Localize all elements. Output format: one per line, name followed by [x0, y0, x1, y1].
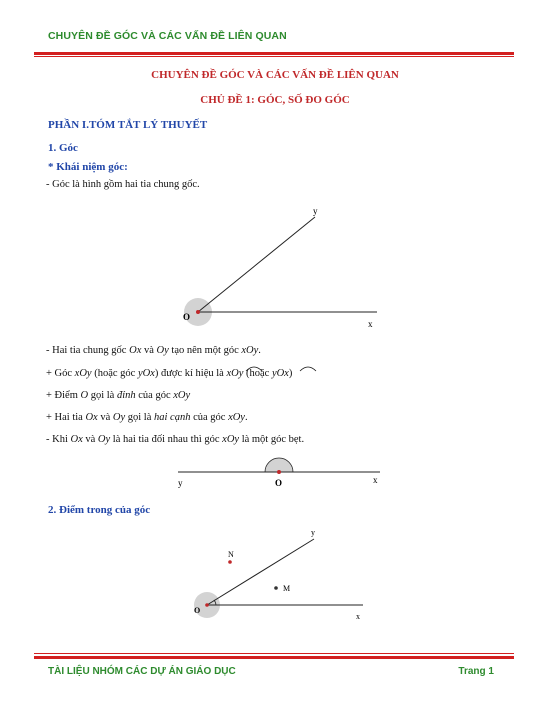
- label-n: N: [228, 550, 234, 559]
- footer-page-number: Trang 1: [458, 666, 494, 677]
- text: (hoặc góc: [91, 368, 138, 379]
- point-n: [228, 560, 232, 564]
- math-oy: Oy: [112, 412, 126, 423]
- paragraph-1: [46, 345, 261, 356]
- part-heading: PHẦN I.TÓM TẮT LÝ THUYẾT: [48, 119, 208, 131]
- text: + Điểm: [46, 390, 81, 401]
- hat-marks: [0, 362, 550, 374]
- text: là hai tia đối nhau thì góc: [110, 434, 223, 445]
- vertex-half-disc: [265, 458, 293, 472]
- label-y: y: [313, 206, 318, 216]
- math-xoy: xOy: [222, 434, 240, 445]
- text: - Hai tia chung gốc: [46, 345, 130, 356]
- text: + Hai tia: [46, 412, 86, 423]
- header-rule-thin: [34, 56, 514, 57]
- math-yox: yOx: [137, 368, 155, 379]
- math-xoy: xOy: [74, 368, 92, 379]
- text: gọi là: [88, 390, 117, 401]
- footer-rule-thick: [34, 656, 514, 659]
- text: và: [97, 412, 113, 423]
- label-o: O: [183, 312, 191, 322]
- math-oy: Oy: [97, 434, 111, 445]
- text: là một góc bẹt.: [239, 434, 305, 445]
- math-hat-xoy: xOy: [226, 368, 244, 379]
- math-xoy: xOy: [228, 412, 245, 423]
- hat-arc-xoy: [246, 367, 262, 371]
- ray-oy: [198, 217, 315, 312]
- text: tạo nên một góc: [168, 345, 242, 356]
- ray-oy: [207, 539, 314, 605]
- math-ox: Ox: [70, 434, 83, 445]
- running-header: CHUYÊN ĐỀ GÓC VÀ CÁC VẤN ĐỀ LIÊN QUAN: [48, 30, 287, 42]
- topic-title: CHỦ ĐỀ 1: GÓC, SỐ ĐO GÓC: [200, 94, 350, 106]
- term-sides: hai cạnh: [154, 412, 191, 423]
- section-2-heading: 2. Điểm trong của góc: [48, 504, 151, 516]
- hat-arc-yox: [300, 367, 316, 371]
- math-oy: Oy: [156, 345, 169, 356]
- vertex-point: [196, 310, 200, 314]
- paragraph-4: [46, 412, 248, 423]
- paragraph-5: [46, 434, 304, 445]
- label-x: x: [356, 612, 360, 621]
- vertex-point: [205, 603, 209, 607]
- label-o: O: [275, 478, 283, 488]
- footer-left: TÀI LIỆU NHÓM CÁC DỰ ÁN GIÁO DỤC: [48, 666, 236, 677]
- text: của góc: [135, 390, 174, 401]
- text: .: [258, 345, 261, 356]
- term-vertex: đỉnh: [116, 390, 136, 401]
- angle-definition: - Góc là hình gồm hai tia chung gốc.: [46, 179, 200, 190]
- math-ox: Ox: [129, 345, 142, 356]
- document-title: CHUYÊN ĐỀ GÓC VÀ CÁC VẤN ĐỀ LIÊN QUAN: [151, 69, 399, 81]
- text: ): [288, 368, 293, 379]
- paragraph-3: [46, 390, 190, 401]
- label-m: M: [283, 584, 291, 593]
- vertex-point: [277, 470, 281, 474]
- footer-rule-thin: [34, 653, 514, 654]
- label-x: x: [368, 319, 373, 329]
- label-y: y: [178, 478, 183, 488]
- text: của góc: [190, 412, 229, 423]
- math-o: O: [80, 390, 89, 401]
- math-xoy: xOy: [241, 345, 259, 356]
- text: (hoặc: [243, 368, 272, 379]
- interior-point-figure: [0, 525, 550, 625]
- point-m: [274, 586, 278, 590]
- section-1-heading: 1. Góc: [48, 142, 78, 154]
- text: - Khi: [46, 434, 71, 445]
- label-y: y: [311, 528, 315, 537]
- text: và: [82, 434, 98, 445]
- math-xoy: xOy: [173, 390, 191, 401]
- angle-figure: [0, 200, 550, 330]
- header-rule-thick: [34, 52, 514, 55]
- label-o: O: [194, 606, 201, 615]
- label-x: x: [373, 475, 378, 485]
- text: + Góc: [46, 368, 75, 379]
- text: .: [244, 412, 248, 423]
- straight-angle-figure: [0, 455, 550, 495]
- text: gọi là: [125, 412, 154, 423]
- math-hat-yox: yOx: [271, 368, 289, 379]
- math-ox: Ox: [85, 412, 98, 423]
- text: và: [141, 345, 157, 356]
- text: ) được kí hiệu là: [154, 368, 227, 379]
- concept-heading: * Khái niệm góc:: [48, 161, 128, 173]
